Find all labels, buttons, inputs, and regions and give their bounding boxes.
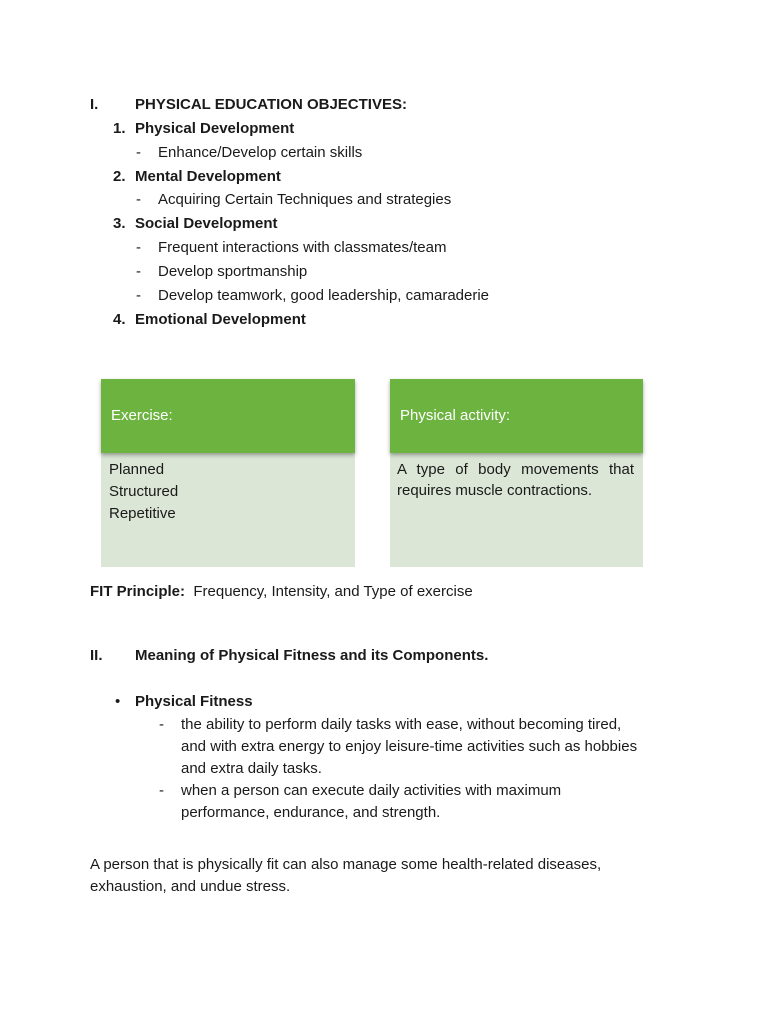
section-2-numeral: II. — [90, 647, 103, 664]
dash: - — [159, 716, 164, 733]
objective-3-bullet-1: Frequent interactions with classmates/team — [158, 239, 447, 256]
closing-line-2: exhaustion, and undue stress. — [90, 878, 291, 895]
objective-1-number: 1. — [113, 120, 126, 137]
bullet-icon: • — [115, 693, 121, 710]
dash: - — [136, 263, 141, 280]
dash: - — [136, 191, 141, 208]
section-2-title: Meaning of Physical Fitness and its Components. — [135, 647, 489, 664]
fit-label: FIT Principle: — [90, 583, 186, 600]
fit-principle — [90, 582, 473, 602]
exercise-box-body — [101, 452, 355, 567]
activity-box-body — [390, 452, 643, 567]
exercise-box-header: Exercise: — [101, 379, 355, 453]
dash: - — [136, 239, 141, 256]
dash: - — [136, 144, 141, 161]
activity-definition: A type of body movements that requires muscle contractions. — [397, 461, 634, 499]
activity-box-header: Physical activity: — [390, 379, 643, 453]
objective-2-bullet: Acquiring Certain Techniques and strategies — [158, 191, 452, 208]
objective-2-number: 2. — [113, 168, 126, 185]
section-1-numeral: I. — [90, 96, 99, 113]
section-1-title: PHYSICAL EDUCATION OBJECTIVES: — [135, 96, 407, 113]
exercise-line-planned: Planned — [109, 461, 165, 478]
objective-4-number: 4. — [113, 311, 126, 328]
physical-fitness-title: Physical Fitness — [135, 693, 253, 710]
objective-3-number: 3. — [113, 215, 126, 232]
exercise-line-repetitive: Repetitive — [109, 505, 176, 522]
definition-2-line-2: performance, endurance, and strength. — [181, 804, 441, 821]
definition-2-line-1: when a person can execute daily activities with maximum — [181, 782, 562, 799]
dash: - — [159, 782, 164, 799]
exercise-line-structured: Structured — [109, 483, 179, 500]
objective-4-title: Emotional Development — [135, 311, 306, 328]
objective-1-title: Physical Development — [135, 120, 295, 137]
objective-2-title: Mental Development — [135, 168, 281, 185]
objective-3-title: Social Development — [135, 215, 278, 232]
objective-3-bullet-2: Develop sportmanship — [158, 263, 308, 280]
definition-1-line-2: and with extra energy to enjoy leisure-time activities such as hobbies — [181, 738, 638, 755]
objective-1-bullet: Enhance/Develop certain skills — [158, 144, 363, 161]
objective-3-bullet-3: Develop teamwork, good leadership, camaraderie — [158, 287, 490, 304]
closing-line-1: A person that is physically fit can also manage some health-related diseases, — [90, 856, 602, 873]
dash: - — [136, 287, 141, 304]
definition-1-line-3: and extra daily tasks. — [181, 760, 322, 777]
fit-text: Frequency, Intensity, and Type of exercise — [193, 583, 473, 600]
definition-1-line-1: the ability to perform daily tasks with ease, without becoming tired, — [181, 716, 622, 733]
